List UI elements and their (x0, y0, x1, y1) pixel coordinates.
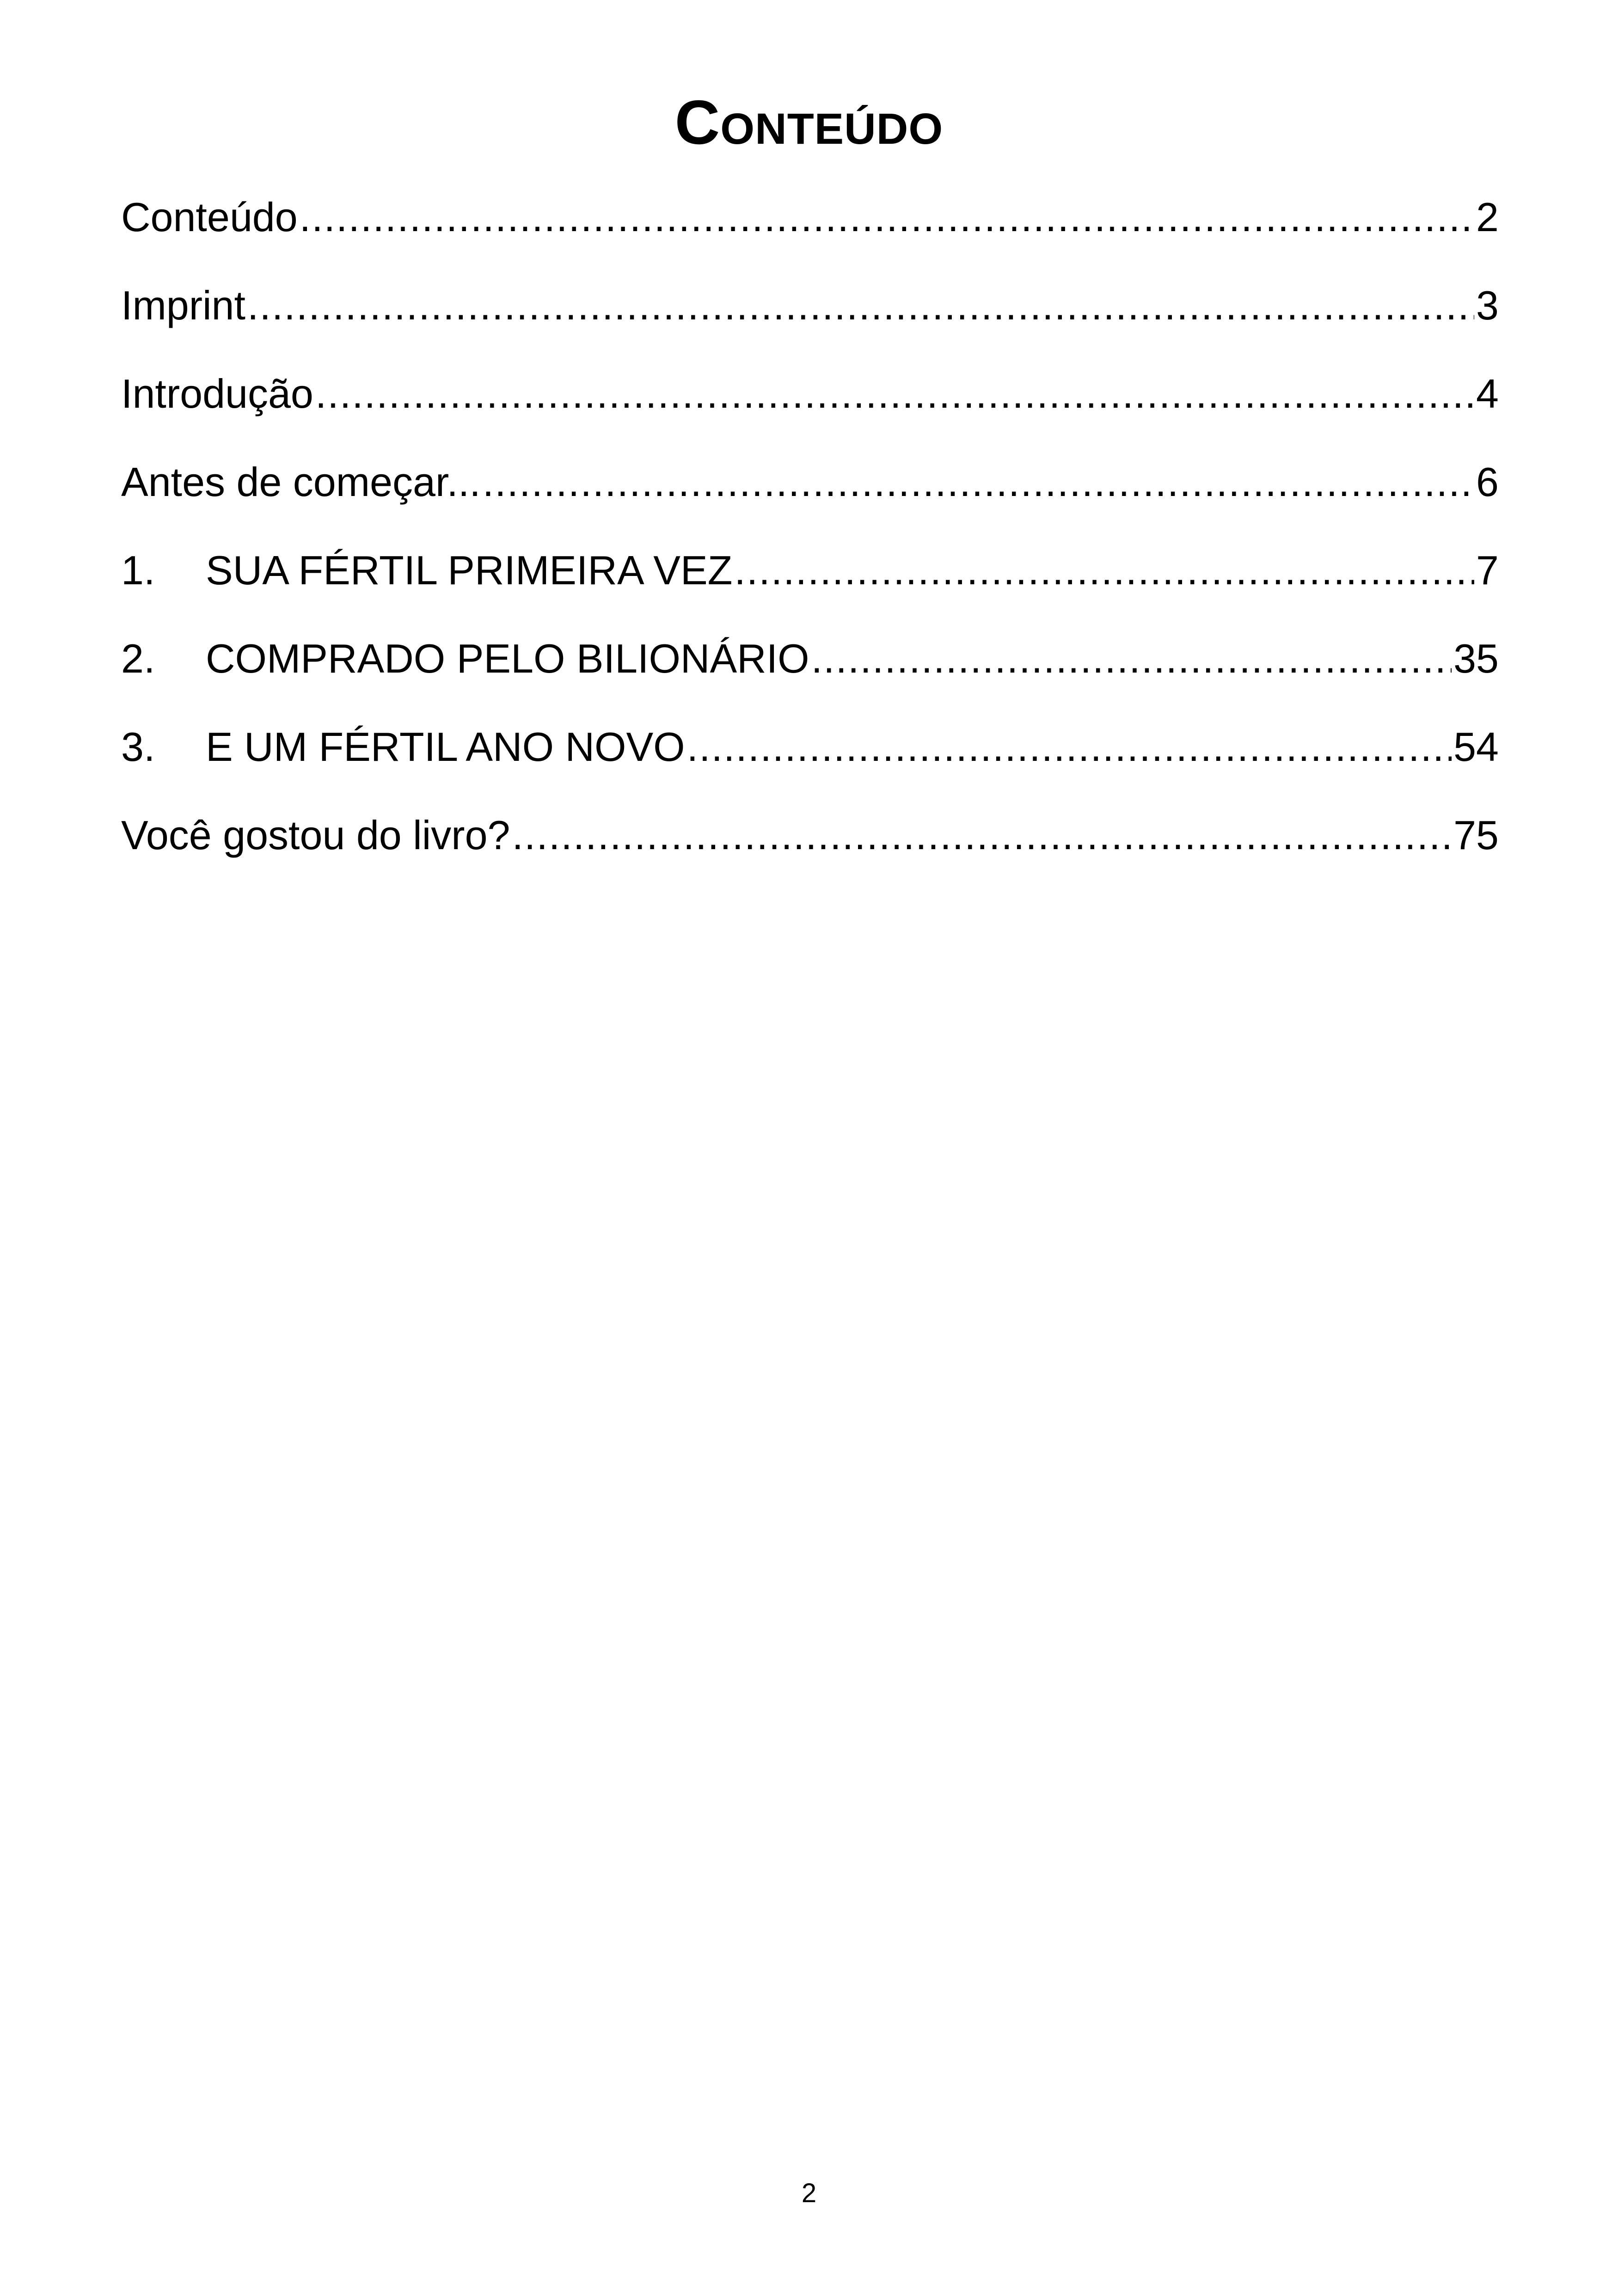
toc-entry-page: 3 (1476, 282, 1499, 328)
toc-entry-label: Antes de começar... (121, 459, 481, 505)
toc-dot-leader (483, 452, 1474, 512)
toc-entry-number: 3. (121, 724, 155, 770)
toc-entry-page: 4 (1476, 371, 1499, 416)
toc-entry[interactable] (121, 364, 1499, 452)
toc-entry-label: COMPRADO PELO BILIONÁRIO (206, 636, 809, 681)
toc-dot-leader (734, 540, 1474, 600)
toc-dot-leader (300, 187, 1474, 247)
toc-entry-label: Você gostou do livro? (121, 812, 510, 858)
page-title: Conteúdo (674, 87, 944, 157)
toc-entry-page: 7 (1476, 547, 1499, 593)
toc-entry-number: 1. (121, 547, 155, 593)
toc-entry[interactable] (121, 717, 1499, 805)
toc-entry-number: 2. (121, 636, 155, 681)
toc-entry-page: 35 (1453, 636, 1499, 681)
toc-dot-leader (247, 276, 1474, 336)
toc-entry[interactable] (121, 629, 1499, 717)
toc-entry-page: 54 (1453, 724, 1499, 770)
toc-dot-leader (512, 805, 1452, 865)
toc-entry-label: Introdução (121, 371, 313, 416)
table-of-contents (121, 187, 1499, 894)
toc-dot-leader (315, 364, 1474, 424)
toc-entry[interactable] (121, 540, 1499, 629)
toc-entry-page: 6 (1476, 459, 1499, 505)
toc-entry-label: Imprint (121, 282, 245, 328)
toc-entry-label: E UM FÉRTIL ANO NOVO (206, 724, 685, 770)
toc-dot-leader (811, 629, 1452, 689)
toc-entry[interactable] (121, 452, 1499, 540)
toc-entry[interactable] (121, 187, 1499, 276)
toc-entry-page: 75 (1453, 812, 1499, 858)
page-number: 2 (801, 2178, 817, 2208)
toc-entry[interactable] (121, 805, 1499, 894)
toc-entry[interactable] (121, 276, 1499, 364)
toc-entry-label: Conteúdo (121, 194, 298, 240)
toc-entry-page: 2 (1476, 194, 1499, 240)
toc-entry-label: SUA FÉRTIL PRIMEIRA VEZ (206, 547, 733, 593)
toc-dot-leader (687, 717, 1452, 777)
